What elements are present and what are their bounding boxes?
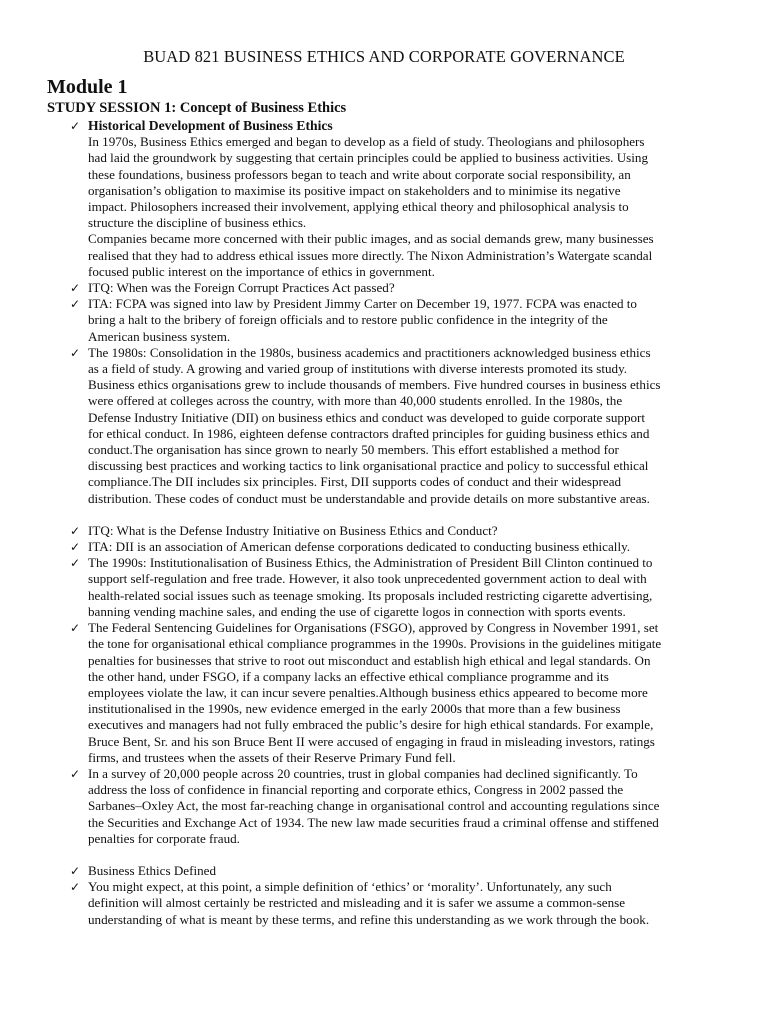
document-title: BUAD 821 BUSINESS ETHICS AND CORPORATE GOVERNANCE [143,47,625,66]
text-line: had laid the groundwork by suggesting that certain principles could be applied to business activities. Using [88,150,649,166]
study-session-heading: STUDY SESSION 1: Concept of Business Ethics [47,100,347,116]
text-line: health-related social issues such as teenage smoking. Its proposals included restricting cigarette advertising, [88,587,653,603]
text-line: executives and managers had not fully embraced the public’s desire for high ethical standards. For example, [88,717,654,733]
text-line: In a survey of 20,000 people across 20 countries, trust in global companies had declined significantly. To [88,765,638,781]
text-line: firms, and trustees when the assets of their Reserve Primary Fund fell. [88,749,456,765]
bullet-item [70,280,720,296]
checkmark-icon: ✓ [70,880,81,895]
paragraph-gap [70,847,720,863]
checkmark-icon: ✓ [70,297,81,312]
text-line: impact. Philosophers increased their involvement, applying ethical theory and philosophical analysis to [88,199,629,215]
text-line: distribution. These codes of conduct must be understandable and provide details on more substantive areas. [88,490,650,506]
text-line: conduct.The organisation has since grown to nearly 50 members. This effort established a method for [88,442,619,458]
bullet-item [70,863,720,879]
text-line: definition will almost certainly be restricted and misleading and it is safer we assume a common-sense [88,895,626,911]
text-line: these foundations, business professors began to teach and write about corporate social responsibility, an [88,166,631,182]
paragraph-gap [70,507,720,523]
text-line: bring a halt to the bribery of foreign officials and to restore public confidence in the integrity of the [88,312,608,328]
text-line: institutionalised in the 1990s, new evidence emerged in the early 2000s that more than a few business [88,701,621,717]
checkmark-icon: ✓ [70,119,81,133]
text-line: Defense Industry Initiative (DII) on business ethics and conduct was developed to guide corporate support [88,409,646,425]
section-heading: Historical Development of Business Ethics [88,118,333,133]
text-line: Sarbanes–Oxley Act, the most far-reaching change in organisational control and accounting regulations since [88,798,660,814]
text-line: were offered at colleges across the country, with more than 40,000 students enrolled. In the 1980s, the [88,393,623,409]
text-line: The 1980s: Consolidation in the 1980s, business academics and practitioners acknowledged business ethics [88,344,651,360]
content-list [70,118,720,928]
bullet-item [70,345,720,507]
text-line: Business ethics organisations grew to include thousands of members. Five hundred courses in business ethics [88,377,661,393]
text-line: banning vending machine sales, and ending the use of cigarette logos in connection with sports events. [88,603,626,619]
text-line: the tone for organisational ethical compliance programmes in the 1990s. Provisions in the guidelines mitigate [88,636,662,652]
text-line: Bruce Bent, Sr. and his son Bruce Bent II were accused of engaging in fraud in misleading investors, ratings [88,733,655,749]
text-line: structure the discipline of business ethics. [88,215,307,231]
text-line: You might expect, at this point, a simple definition of ‘ethics’ or ‘morality’. Unfortunately, any such [88,879,612,895]
bullet-item [70,523,720,539]
text-line: ITQ: When was the Foreign Corrupt Practices Act passed? [88,280,395,296]
text-line: In 1970s, Business Ethics emerged and began to develop as a field of study. Theologians and philosophers [88,134,645,150]
bullet-item [70,620,720,766]
text-line: ITA: FCPA was signed into law by President Jimmy Carter on December 19, 1977. FCPA was enacted to [88,296,637,312]
bullet-item [70,296,720,345]
text-line: employees violate the law, it can incur severe penalties.Although business ethics appeared to become more [88,684,648,700]
text-line: realised that they had to address ethical issues more directly. The Nixon Administration’s Watergate scandal [88,247,653,263]
text-line: the Securities and Exchange Act of 1934. The new law made securities fraud a criminal offense and stiffened [88,814,659,830]
text-line: support self-regulation and free trade. However, it also took unprecedented government action to deal with [88,571,647,587]
text-line: focused public interest on the importance of ethics in government. [88,263,435,279]
text-line: address the loss of confidence in financial reporting and corporate ethics, Congress in 2002 passed the [88,782,624,798]
checkmark-icon: ✓ [70,863,81,878]
checkmark-icon: ✓ [70,281,81,296]
bullet-item [70,118,720,280]
text-line: penalties for businesses that strive to root out misconduct and establish high ethical and legal standards. On [88,652,651,668]
checkmark-icon: ✓ [70,523,81,538]
text-line: The Federal Sentencing Guidelines for Organisations (FSGO), approved by Congress in November 1991, set [88,620,659,636]
text-line: Companies became more concerned with their public images, and as social demands grew, many businesses [88,231,654,247]
text-line: compliance.The DII includes six principles. First, DII supports codes of conduct and their widespread [88,474,622,490]
text-line: American business system. [88,328,231,344]
checkmark-icon: ✓ [70,345,81,360]
text-line: penalties for corporate fraud. [88,830,240,846]
module-heading: Module 1 [47,76,128,98]
bullet-item [70,539,720,555]
bullet-item [70,879,720,928]
checkmark-icon: ✓ [70,540,81,555]
text-line: discussing best practices and working tactics to link organisational practice and policy to successful ethical [88,458,649,474]
text-line: as a field of study. A growing and varied group of institutions with diverse interests promoted its study. [88,361,628,377]
text-line: for ethical conduct. In 1986, eighteen defense contractors drafted principles for guiding business ethics and [88,425,650,441]
text-line: ITQ: What is the Defense Industry Initiative on Business Ethics and Conduct? [88,522,498,538]
text-line: the other hand, under FSGO, if a company lacks an effective ethical compliance programme and its [88,668,609,684]
text-line: The 1990s: Institutionalisation of Business Ethics, the Administration of President Bill Clinton continued to [88,555,653,571]
text-line: Business Ethics Defined [88,862,217,878]
bullet-item [70,555,720,620]
text-line: ITA: DII is an association of American defense corporations dedicated to conducting business ethically. [88,539,631,555]
checkmark-icon: ✓ [70,621,81,636]
bullet-item [70,766,720,847]
checkmark-icon: ✓ [70,556,81,571]
text-line: understanding of what is meant by these terms, and refine this understanding as we work through the book. [88,911,650,927]
checkmark-icon: ✓ [70,766,81,781]
text-line: organisation’s obligation to maximise its positive impact on stakeholders and to minimise its negative [88,182,621,198]
